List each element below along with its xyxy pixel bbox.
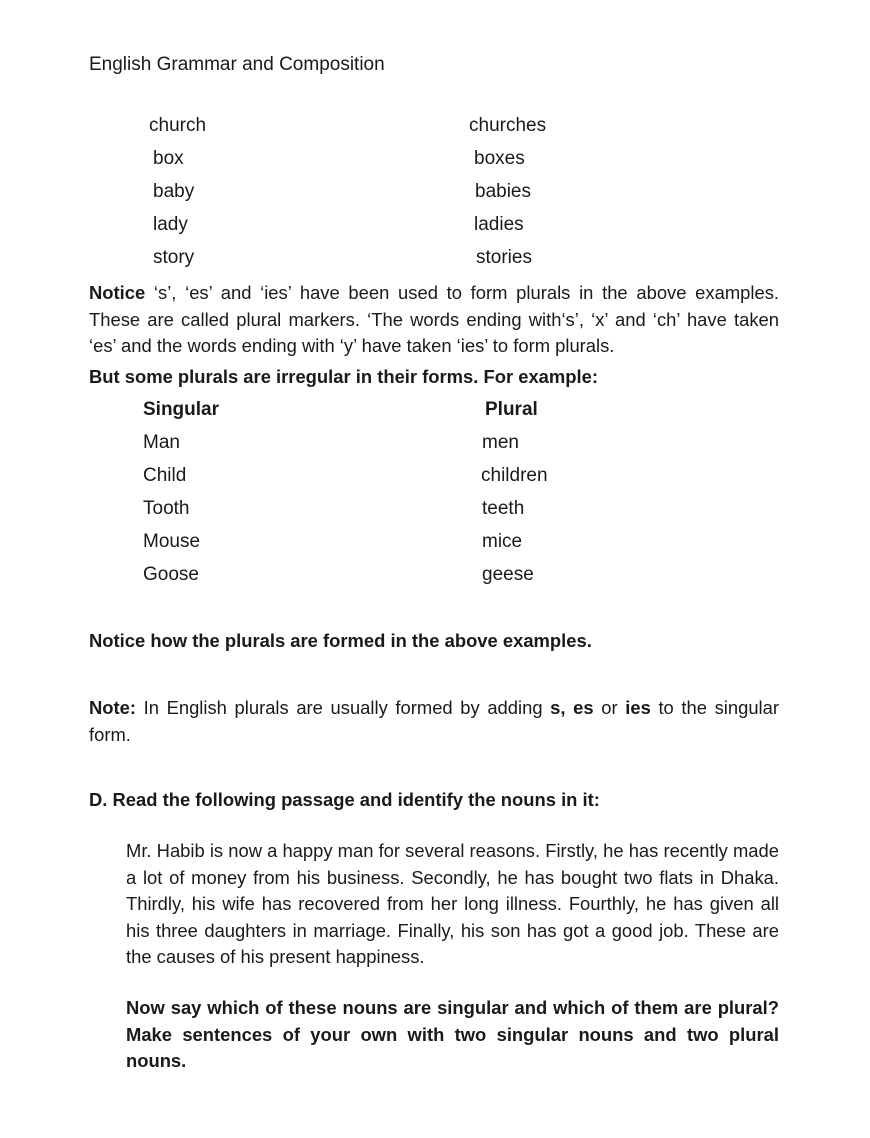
note-marker-s: s, xyxy=(550,697,566,718)
notice-lead: Notice xyxy=(89,282,146,303)
table-cell-plural: teeth xyxy=(482,498,525,519)
note-label: Note: xyxy=(89,697,136,718)
section-d-heading: D. Read the following passage and identify the nouns in it: xyxy=(89,789,600,810)
note-text: or xyxy=(593,697,626,718)
note-marker-ies: ies xyxy=(625,697,651,718)
note-paragraph xyxy=(89,695,779,748)
page-header: English Grammar and Composition xyxy=(89,54,385,75)
table-cell-singular: Tooth xyxy=(143,498,190,519)
table-cell-singular: church xyxy=(149,115,207,136)
notice-formed: Notice how the plurals are formed in the above examples. xyxy=(89,630,592,651)
note-marker-es: es xyxy=(573,697,594,718)
table-cell-plural: churches xyxy=(469,115,547,136)
note-text: In English plurals are usually formed by adding xyxy=(136,697,551,718)
table-cell-singular: box xyxy=(153,148,184,169)
note-text: to the singular form. xyxy=(89,697,779,745)
table-cell-plural: geese xyxy=(482,564,534,585)
notice-text: ‘s’, ‘es’ and ‘ies’ have been used to form plurals in the above examples. These are called plural markers. ‘The words ending with‘s’, ‘x’ and ‘ch’ have taken ‘es’ and the words ending with ‘y’ have taken ‘ies’ to form plurals. xyxy=(89,282,779,356)
table-cell-singular: Mouse xyxy=(143,531,201,552)
section-d-question: Now say which of these nouns are singular and which of them are plural? Make sentences of your own with two singular nouns and two plural nouns. xyxy=(126,997,779,1071)
table-cell-singular: Goose xyxy=(143,564,199,585)
table-cell-plural: babies xyxy=(475,181,531,202)
column-header-plural: Plural xyxy=(485,399,538,420)
table-cell-singular: Man xyxy=(143,432,180,453)
table-cell-plural: children xyxy=(481,465,548,486)
table-cell-plural: ladies xyxy=(474,214,524,235)
table-cell-singular: Child xyxy=(143,465,187,486)
table-cell-plural: stories xyxy=(476,247,532,268)
notice-paragraph xyxy=(89,280,779,360)
passage: Mr. Habib is now a happy man for several reasons. Firstly, he has recently made a lot of money from his business. Secondly, he has bought two flats in Dhaka. Thirdly, his wife has recovered from her long illness. Fourthly, he has given all his three daughters in marriage. Finally, his son has got a good job. These are the causes of his present happiness. xyxy=(126,840,779,967)
table-cell-plural: mice xyxy=(482,531,523,552)
table-cell-singular: story xyxy=(153,247,195,268)
table-cell-plural: boxes xyxy=(474,148,525,169)
table-cell-singular: baby xyxy=(153,181,195,202)
irregular-intro: But some plurals are irregular in their forms. For example: xyxy=(89,366,598,387)
column-header-singular: Singular xyxy=(143,399,220,420)
note-text xyxy=(566,697,574,718)
table-cell-singular: lady xyxy=(153,214,188,235)
table-cell-plural: men xyxy=(482,432,519,453)
